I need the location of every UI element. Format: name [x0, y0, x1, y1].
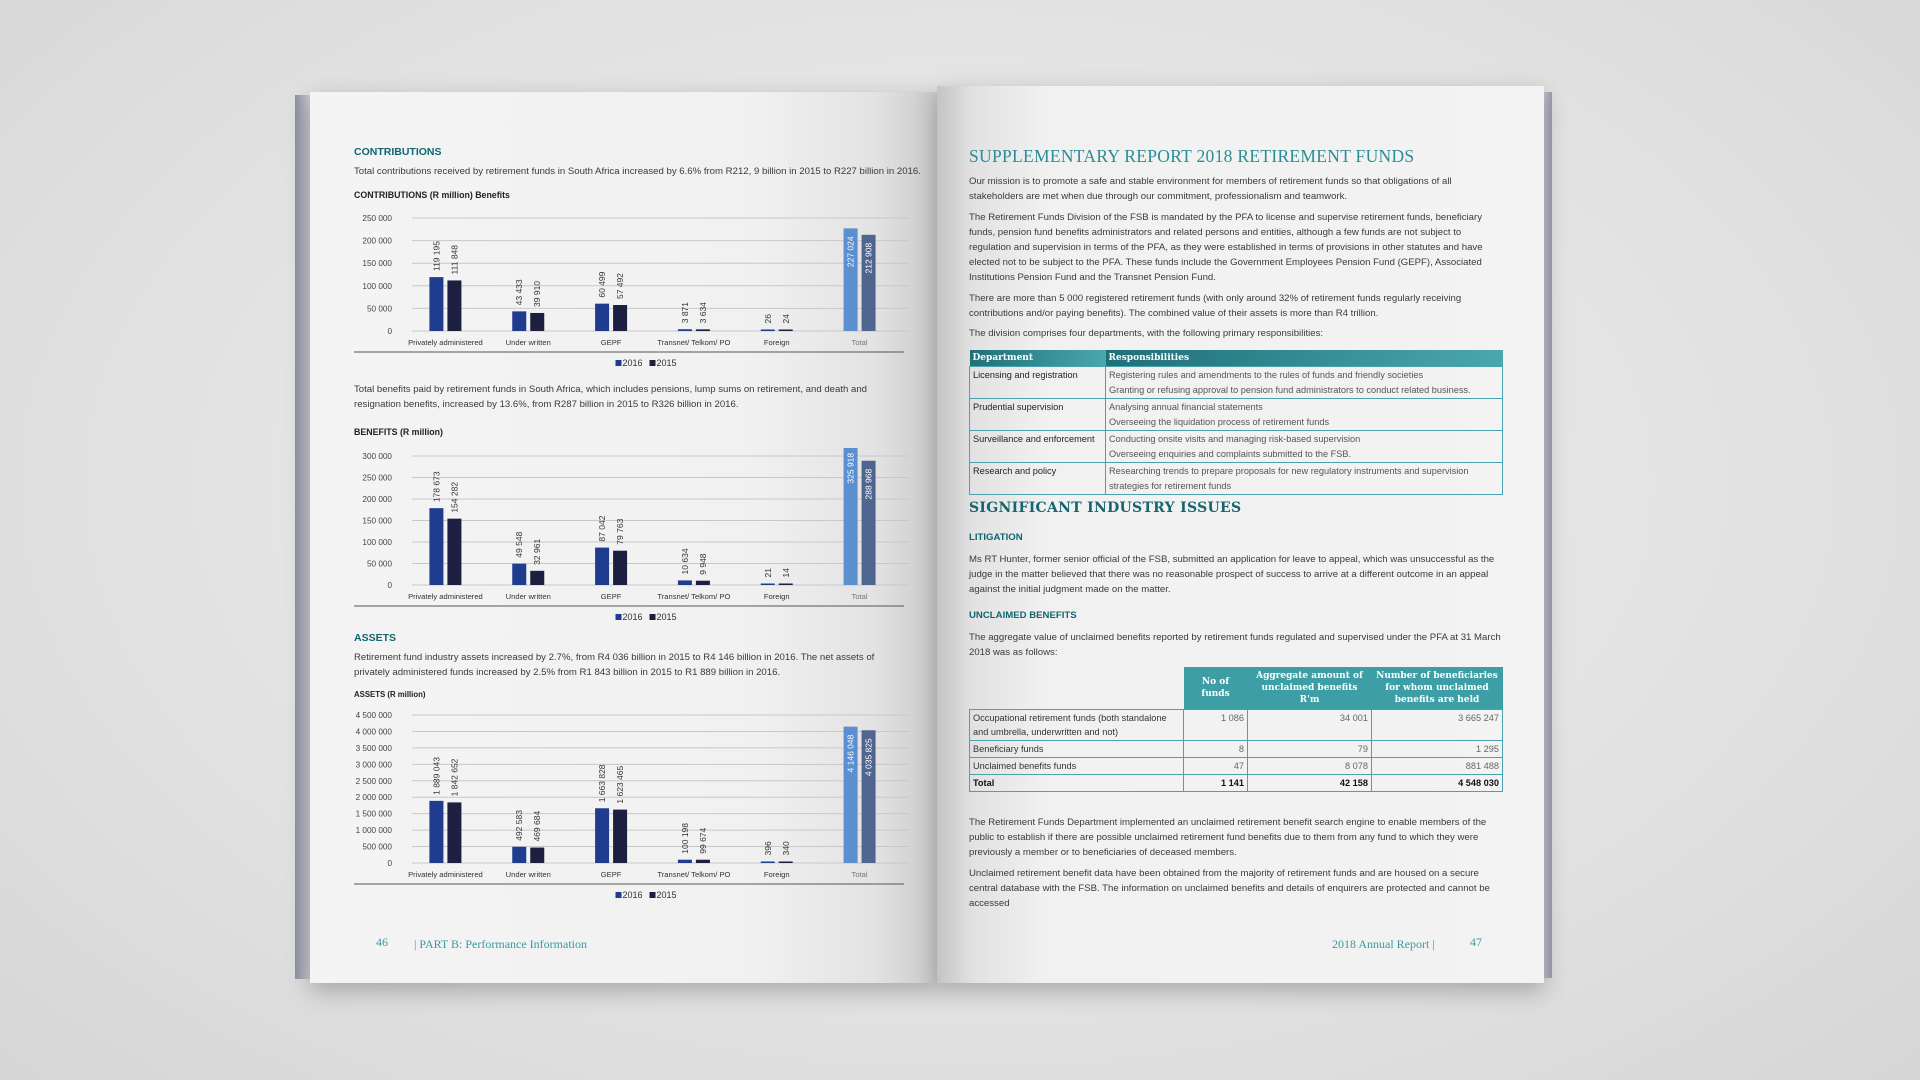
data-label: 87 042 [597, 515, 608, 542]
legend-label-2015: 2015 [656, 890, 677, 900]
row-label-cell: Occupational retirement funds (both standalone and umbrella, underwritten and not) [970, 710, 1184, 741]
department-cell: Surveillance and enforcement [970, 431, 1106, 463]
bar-2015 [613, 551, 627, 585]
category-label: GEPF [600, 870, 622, 879]
legend-label-2016: 2016 [622, 358, 643, 368]
page-number-right: 47 [1470, 935, 1482, 949]
data-label: 14 [780, 568, 791, 578]
legend-label-2016: 2016 [622, 612, 643, 622]
table-row [970, 741, 1503, 758]
unclaimed-benefits-table [969, 667, 1503, 792]
category-label: Total [851, 870, 868, 879]
bar-2016 [512, 311, 526, 331]
data-label: 227 024 [845, 236, 856, 268]
category-label: Foreign [763, 592, 790, 601]
bar-2016 [512, 847, 526, 863]
value-cell: 1 086 [1184, 710, 1248, 741]
table-row [970, 710, 1503, 741]
bar-2015 [613, 305, 627, 331]
responsibilities-cell [1106, 431, 1503, 463]
value-cell: 1 295 [1372, 741, 1503, 758]
data-label: 39 910 [532, 280, 543, 307]
bar-2015 [447, 519, 461, 585]
legend-swatch-2015 [650, 892, 656, 898]
y-tick-label: 0 [387, 327, 392, 336]
data-label: 24 [780, 314, 791, 324]
footer-section-label: | PART B: Performance Information [414, 937, 587, 951]
value-cell: 3 665 247 [1372, 710, 1503, 741]
responsibility-item: Researching trends to prepare proposals for new regulatory instruments and supervision strategies for retirement funds [1109, 466, 1469, 491]
y-tick-label: 2 500 000 [355, 776, 392, 786]
category-label: GEPF [600, 338, 622, 347]
litigation-paragraph: Ms RT Hunter, former senior official of the FSB, submitted an application for leave to appeal, which was unsuccessful as the judge in the matter believed that there was no reasonable prospect of success to arrive at a different outcome in an appeal against the initial judgment made on the matter. [969, 554, 1495, 595]
legend-swatch-2016 [616, 614, 622, 620]
bar-2015 [779, 584, 793, 586]
category-label: Privately administered [408, 592, 483, 601]
bar-2015 [447, 280, 461, 331]
data-label: 1 889 043 [431, 757, 442, 795]
data-label: 119 195 [431, 241, 442, 272]
responsibilities-cell [1106, 399, 1503, 431]
assets-chart-title: ASSETS (R million) [354, 690, 426, 699]
category-label: Under written [505, 338, 551, 347]
legend-swatch-2016 [616, 892, 622, 898]
value-cell: 79 [1248, 741, 1372, 758]
y-tick-label: 4 000 000 [355, 727, 392, 737]
y-tick-label: 4 500 000 [355, 711, 392, 720]
responsibilities-cell [1106, 463, 1503, 495]
category-label: Foreign [763, 338, 790, 347]
data-label: 492 583 [514, 810, 525, 841]
data-label: 1 842 652 [449, 758, 460, 797]
row-label-cell: Unclaimed benefits funds [970, 758, 1184, 775]
page-number-left: 46 [376, 935, 388, 949]
data-label: 79 763 [615, 518, 626, 545]
bar-2015 [779, 862, 793, 864]
mission-paragraph: Our mission is to promote a safe and stable environment for members of retirement funds so that obligations of all stakeholders are met when due through our commitment, professionalism and teamwork. [969, 176, 1452, 202]
y-tick-label: 250 000 [362, 473, 392, 483]
col-header-responsibilities: Responsibilities [1106, 350, 1503, 367]
unclaimed-heading: UNCLAIMED BENEFITS [969, 610, 1077, 621]
y-tick-label: 0 [387, 581, 392, 590]
bar-2015 [613, 810, 627, 863]
bar-2016 [678, 580, 692, 585]
benefits-chart-title: BENEFITS (R million) [354, 427, 443, 437]
legend-label-2015: 2015 [656, 612, 677, 622]
table-row [970, 431, 1503, 463]
col-header-blank [970, 667, 1184, 710]
bar-2016 [761, 584, 775, 586]
y-tick-label: 150 000 [362, 259, 392, 269]
y-tick-label: 250 000 [362, 214, 392, 223]
data-protection-paragraph: Unclaimed retirement benefit data have been obtained from the majority of retirement funds and are housed on a secure central database with the FSB. The information on unclaimed benefits and details of enquirers are protected and cannot be accessed [969, 868, 1490, 909]
contributions-chart [354, 210, 914, 380]
responsibilities-cell [1106, 367, 1503, 399]
department-cell: Licensing and registration [970, 367, 1106, 399]
bar-2015 [696, 860, 710, 863]
right-page [937, 86, 1544, 983]
data-label: 288 968 [863, 468, 874, 500]
department-cell: Prudential supervision [970, 399, 1106, 431]
departments-table [969, 350, 1503, 495]
category-label: Foreign [763, 870, 790, 879]
category-label: Transnet/ Telkom/ PO [657, 338, 731, 347]
y-tick-label: 3 000 000 [355, 760, 392, 770]
responsibility-item: Granting or refusing approval to pension fund administrators to conduct related business. [1109, 384, 1471, 395]
legend-swatch-2015 [650, 614, 656, 620]
bar-2015 [530, 848, 544, 863]
responsibility-item: Registering rules and amendments to the rules of funds and friendly societies [1109, 370, 1424, 380]
data-label: 3 871 [679, 301, 690, 324]
data-label: 21 [762, 568, 773, 578]
y-tick-label: 100 000 [362, 281, 392, 291]
litigation-heading: LITIGATION [969, 532, 1023, 543]
contributions-heading: CONTRIBUTIONS [354, 146, 442, 158]
col-header-no-of-funds: No of funds [1184, 667, 1248, 710]
table-row [970, 399, 1503, 431]
bar-2015 [530, 313, 544, 331]
data-label: 1 623 465 [615, 765, 626, 804]
table-row [970, 367, 1503, 399]
y-tick-label: 2 000 000 [355, 793, 392, 803]
y-tick-label: 1 000 000 [355, 826, 392, 836]
bar-chart [354, 210, 914, 375]
data-label: 1 663 828 [597, 764, 608, 803]
data-label: 99 674 [697, 827, 708, 854]
data-label: 3 634 [697, 302, 708, 324]
value-cell: 881 488 [1372, 758, 1503, 775]
y-tick-label: 0 [387, 859, 392, 868]
data-label: 212 908 [863, 242, 874, 274]
value-cell: 4 548 030 [1372, 775, 1503, 792]
y-tick-label: 200 000 [362, 236, 392, 246]
y-tick-label: 50 000 [366, 559, 392, 569]
left-page [310, 92, 937, 983]
bar-2016 [429, 508, 443, 585]
bar-2016 [429, 801, 443, 863]
value-cell: 8 078 [1248, 758, 1372, 775]
bar-2016 [595, 548, 609, 585]
department-cell: Research and policy [970, 463, 1106, 495]
legend-label-2016: 2016 [622, 890, 643, 900]
data-label: 10 634 [679, 548, 690, 575]
value-cell: 8 [1184, 741, 1248, 758]
col-header-beneficiaries: Number of beneficiaries for whom unclaimed benefits are held [1372, 667, 1503, 710]
bar-2015 [530, 571, 544, 585]
category-label: GEPF [600, 592, 622, 601]
division-paragraph: The Retirement Funds Division of the FSB is mandated by the PFA to license and supervise retirement funds, beneficiary funds, pension fund benefits administrators and related persons and entities, although a few funds are not subject to regulation and supervision in terms of the PFA, as they were established in terms of provisions in other statutes and have elected not to be subject to the PFA. These funds include the Government Employees Pension Fund (GEPF), Associated Institutions Pension Fund and the Transnet Pension Fund. [969, 212, 1483, 283]
legend-swatch-2015 [650, 360, 656, 366]
y-tick-label: 1 500 000 [355, 809, 392, 819]
data-label: 178 673 [431, 471, 442, 503]
data-label: 111 848 [449, 244, 460, 275]
data-label: 340 [780, 841, 791, 856]
bar-2016 [678, 860, 692, 863]
y-tick-label: 300 000 [362, 452, 392, 461]
bar-2016 [595, 304, 609, 331]
bar-2016 [761, 330, 775, 332]
responsibility-item: Overseeing enquiries and complaints submitted to the FSB. [1109, 448, 1352, 459]
category-label: Total [851, 338, 868, 347]
legend-label-2015: 2015 [656, 358, 677, 368]
category-label: Under written [505, 592, 551, 601]
bar-2016 [429, 277, 443, 331]
category-label: Privately administered [408, 870, 483, 879]
bar-2015 [447, 802, 461, 863]
value-cell: 1 141 [1184, 775, 1248, 792]
departments-intro: The division comprises four departments, with the following primary responsibilities: [969, 328, 1324, 339]
category-label: Transnet/ Telkom/ PO [657, 870, 731, 879]
bar-chart [354, 707, 914, 907]
assets-chart [354, 707, 914, 912]
data-label: 100 198 [679, 822, 690, 854]
contributions-chart-title: CONTRIBUTIONS (R million) Benefits [354, 190, 510, 200]
y-tick-label: 150 000 [362, 516, 392, 526]
data-label: 154 282 [449, 481, 460, 513]
responsibility-item: Conducting onsite visits and managing risk-based supervision [1109, 434, 1361, 444]
data-label: 60 499 [597, 271, 608, 298]
assets-heading: ASSETS [354, 632, 397, 644]
bar-chart [354, 448, 914, 629]
registered-funds-paragraph: There are more than 5 000 registered retirement funds (with only around 32% of retirement funds regularly receiving contributions and/or paying benefits). The combined value of their assets is more than R4 trillion. [969, 293, 1462, 319]
benefits-paragraph: Total benefits paid by retirement funds in South Africa, which includes pensions, lump sums on retirement, and death and resignation benefits, increased by 13.6%, from R287 billion in 2015 to R326 billion in 2016. [354, 384, 868, 410]
responsibility-item: Analysing annual financial statements [1109, 402, 1263, 412]
bar-2015 [696, 329, 710, 331]
col-header-department: Department [970, 350, 1106, 367]
unclaimed-paragraph: The aggregate value of unclaimed benefits reported by retirement funds regulated and supervised under the PFA at 31 March 2018 was as follows: [969, 632, 1501, 658]
assets-paragraph: Retirement fund industry assets increased by 2.7%, from R4 036 billion in 2015 to R4 146 billion in 2016. The net assets of privately administered funds increased by 2.5% from R1 843 billion in 2015 to R1 889 billion in 2016. [354, 652, 875, 678]
data-label: 4 035 825 [863, 738, 874, 777]
row-label-cell: Beneficiary funds [970, 741, 1184, 758]
contributions-paragraph: Total contributions received by retirement funds in South Africa increased by 6.6% from R212, 9 billion in 2015 to R227 billion in 2016. [354, 166, 921, 177]
data-label: 49 548 [514, 531, 525, 558]
responsibility-item: Overseeing the liquidation process of retirement funds [1109, 416, 1330, 427]
report-title: SUPPLEMENTARY REPORT 2018 RETIREMENT FUNDS [969, 146, 1415, 166]
value-cell: 34 001 [1248, 710, 1372, 741]
value-cell: 47 [1184, 758, 1248, 775]
y-tick-label: 500 000 [362, 842, 392, 852]
col-header-aggregate: Aggregate amount of unclaimed benefits R'm [1248, 667, 1372, 710]
significant-issues-title: SIGNIFICANT INDUSTRY ISSUES [969, 500, 1242, 516]
category-label: Transnet/ Telkom/ PO [657, 592, 731, 601]
search-engine-paragraph: The Retirement Funds Department implemented an unclaimed retirement benefit search engine to enable members of the public to establish if there are possible unclaimed retirement fund benefits due to them from any fund to which they were previously a member or to beneficiaries of deceased members. [969, 817, 1487, 858]
table-row [970, 775, 1503, 792]
bar-2016 [512, 564, 526, 585]
y-tick-label: 200 000 [362, 495, 392, 504]
category-label: Under written [505, 870, 551, 879]
row-label-cell: Total [970, 775, 1184, 792]
value-cell: 42 158 [1248, 775, 1372, 792]
bar-2015 [696, 581, 710, 585]
data-label: 57 492 [615, 273, 626, 300]
bar-2016 [761, 862, 775, 864]
data-label: 43 433 [514, 279, 525, 306]
y-tick-label: 3 500 000 [355, 743, 392, 753]
data-label: 26 [762, 314, 773, 324]
bar-2016 [678, 329, 692, 331]
legend-swatch-2016 [616, 360, 622, 366]
benefits-chart [354, 448, 914, 634]
footer-report-label: 2018 Annual Report | [1332, 937, 1435, 951]
data-label: 32 961 [532, 538, 543, 565]
data-label: 469 684 [532, 810, 543, 842]
bar-2015 [779, 330, 793, 332]
category-label: Privately administered [408, 338, 483, 347]
y-tick-label: 100 000 [362, 538, 392, 547]
data-label: 4 146 048 [845, 734, 856, 773]
table-row [970, 463, 1503, 495]
data-label: 9 948 [697, 553, 708, 575]
data-label: 325 918 [845, 452, 856, 484]
category-label: Total [851, 592, 868, 601]
data-label: 396 [762, 841, 773, 856]
table-row [970, 758, 1503, 775]
y-tick-label: 50 000 [366, 304, 392, 314]
bar-2016 [595, 808, 609, 863]
